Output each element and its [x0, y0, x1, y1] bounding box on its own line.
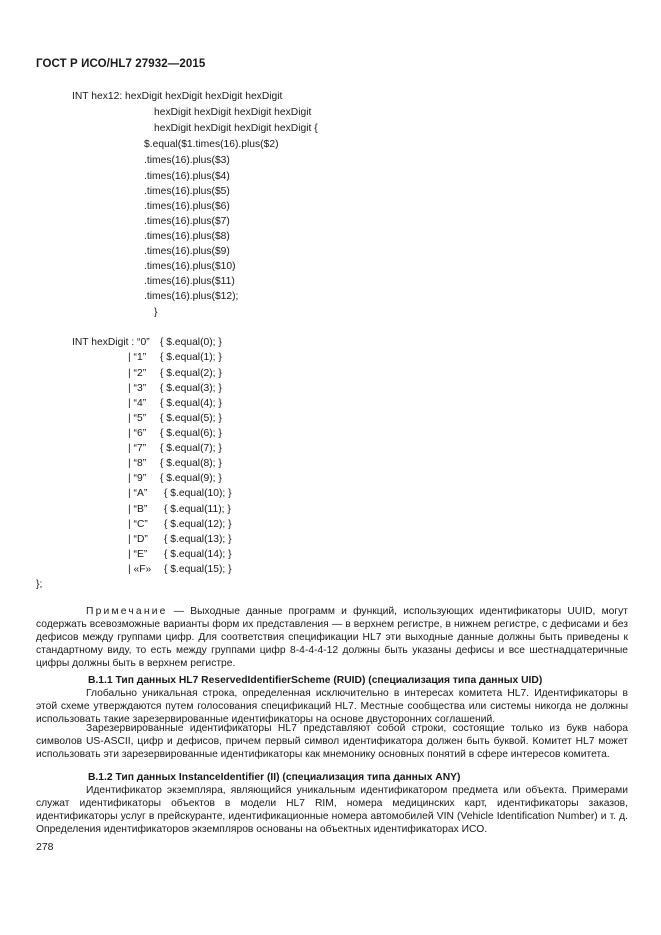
section-title: В.1.1 Тип данных HL7 ReservedIdentifierScheme (RUID) (специализация типа данных UID)	[88, 675, 543, 686]
code-line: hexDigit hexDigit hexDigit hexDigit {	[154, 123, 318, 134]
code-value: { $.equal(2); }	[160, 368, 222, 379]
code-line: | “8”	[128, 458, 147, 469]
code-line: .times(16).plus($6)	[144, 201, 230, 212]
code-value: { $.equal(7); }	[160, 443, 222, 454]
code-value: { $.equal(6); }	[160, 428, 222, 439]
code-value: { $.equal(12); }	[164, 519, 232, 530]
code-line: | “1”	[128, 352, 147, 363]
code-line: | “6”	[128, 428, 147, 439]
paragraph-text: Глобально уникальная строка, определенная исключительно в интересах комитета HL7. Идентификаторы в этой схеме утверждаются путем голосования спецификаций HL7. Местные сообщества или системы никогда не должны использовать такие зарезервированные идентификаторы на основе двусторонних соглашений.	[36, 688, 628, 725]
code-line: | “E”	[128, 549, 148, 560]
code-line: | “C”	[128, 519, 148, 530]
code-line: | “5”	[128, 413, 147, 424]
code-line: .times(16).plus($8)	[144, 231, 230, 242]
page-number: 278	[36, 841, 54, 853]
code-line: .times(16).plus($7)	[144, 216, 230, 227]
code-value: { $.equal(10); }	[164, 488, 232, 499]
body-paragraph	[36, 688, 628, 727]
code-line: | “A”	[128, 488, 148, 499]
paragraph-text: Идентификатор экземпляра, являющийся уникальным идентификатором предмета или объекта. Примерами служат идентификаторы объектов в модели HL7 RIM, номера медицинских карт, идентификаторы заказов, идентификаторы услуг в прейскуранте, идентификационные номера автомобилей VIN (Vehicle Identification Number) и т. д. Определения идентификаторов экземпляров основаны на объектных идентификаторах ИСО.	[36, 785, 628, 835]
code-value: { $.equal(13); }	[164, 534, 232, 545]
code-line: | «F»	[128, 564, 152, 575]
paragraph-text: Зарезервированные идентификаторы HL7 представляют собой строки, состоящие только из букв набора символов US-ASCII, цифр и дефисов, причем первый символ идентификатора должен быть буквой. Комитет HL7 может использовать эти зарезервированные идентификаторы как мнемонику основных понятий в сфере интересов комитета.	[36, 723, 628, 760]
note-label: Примечание	[86, 606, 168, 617]
code-line: .times(16).plus($12);	[144, 291, 239, 302]
code-line: $.equal($1.times(16).plus($2)	[144, 139, 279, 150]
code-line: | “B”	[128, 504, 148, 515]
code-value: { $.equal(0); }	[160, 337, 222, 348]
code-line: .times(16).plus($11)	[144, 276, 235, 287]
note-text: — Выходные данные программ и функций, использующих идентификаторы UUID, могут содержать всевозможные варианты форм их представления — в верхнем регистре, в нижнем регистре, с дефисами и без дефисов между группами цифр. Для соответствия спецификации HL7 эти выходные данные должны быть приведены к стандартному виду, то есть между группами цифр 8-4-4-4-12 должны быть указаны дефисы и все шестнадцатеричные цифры должны быть в верхнем регистре.	[36, 606, 628, 669]
code-line: | “7”	[128, 443, 147, 454]
code-value: { $.equal(4); }	[160, 398, 222, 409]
note-paragraph	[36, 606, 628, 671]
document-header: ГОСТ Р ИСО/HL7 27932—2015	[36, 58, 206, 70]
code-value: { $.equal(15); }	[164, 564, 232, 575]
code-value: { $.equal(9); }	[160, 473, 222, 484]
code-line: };	[36, 579, 43, 590]
code-line: .times(16).plus($4)	[144, 171, 230, 182]
code-line: INT hexDigit : “0”	[72, 337, 150, 348]
section-title: В.1.2 Тип данных InstanceIdentifier (II) (специализация типа данных ANY)	[88, 772, 461, 783]
code-line: | “2”	[128, 368, 147, 379]
code-value: { $.equal(14); }	[164, 549, 232, 560]
code-line: | “9”	[128, 473, 147, 484]
code-line: .times(16).plus($10)	[144, 261, 236, 272]
code-line: | “3”	[128, 383, 147, 394]
code-value: { $.equal(5); }	[160, 413, 222, 424]
code-line: .times(16).plus($5)	[144, 186, 230, 197]
code-line: INT hex12: hexDigit hexDigit hexDigit hexDigit	[72, 91, 283, 102]
body-paragraph	[36, 723, 628, 762]
code-line: }	[154, 307, 158, 318]
code-line: .times(16).plus($9)	[144, 246, 230, 257]
code-value: { $.equal(8); }	[160, 458, 222, 469]
code-line: .times(16).plus($3)	[144, 155, 230, 166]
code-value: { $.equal(1); }	[160, 352, 222, 363]
code-line: hexDigit hexDigit hexDigit hexDigit	[154, 107, 312, 118]
body-paragraph	[36, 785, 628, 837]
code-line: | “D”	[128, 534, 148, 545]
code-line: | “4”	[128, 398, 147, 409]
code-value: { $.equal(3); }	[160, 383, 222, 394]
code-value: { $.equal(11); }	[164, 504, 231, 515]
